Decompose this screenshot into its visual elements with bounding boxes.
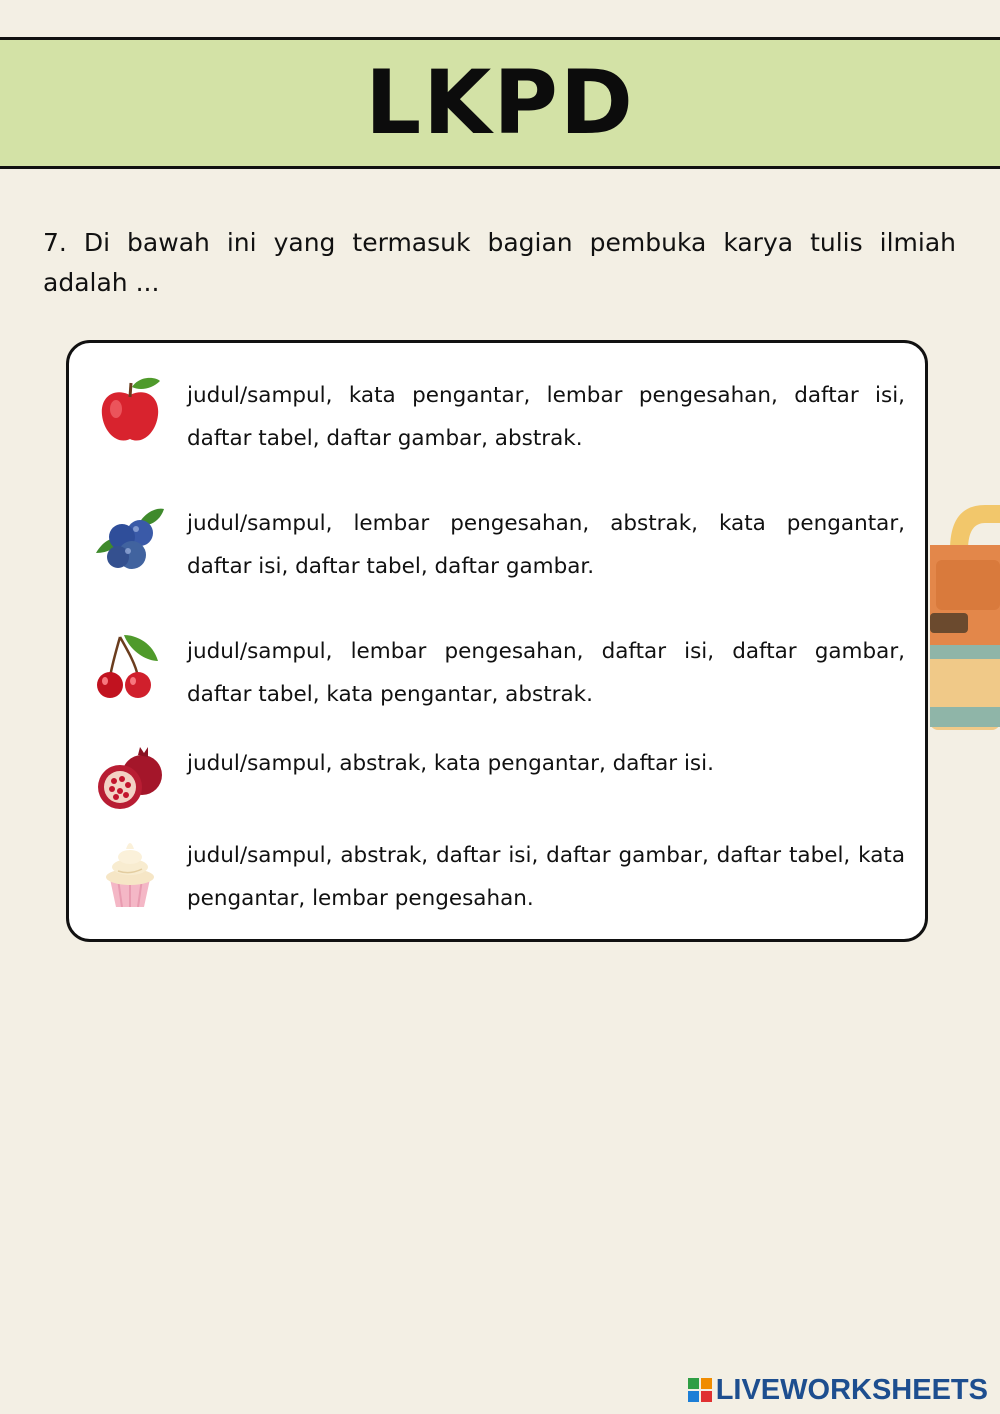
cherry-icon xyxy=(94,631,166,703)
option-5-text: judul/sampul, abstrak, daftar isi, daftar gambar, daftar tabel, kata pengantar, lembar pengesahan. xyxy=(187,843,905,911)
bag-decoration-icon xyxy=(930,495,1000,730)
brand-name: LIVEWORKSHEETS xyxy=(715,1373,988,1406)
title-banner xyxy=(0,37,1000,169)
option-4[interactable] xyxy=(94,743,906,815)
option-3-text: judul/sampul, lembar pengesahan, daftar isi, daftar gambar, daftar tabel, kata pengantar, abstrak. xyxy=(187,639,905,707)
question-text: 7. Di bawah ini yang termasuk bagian pembuka karya tulis ilmiah adalah ... xyxy=(43,228,956,297)
option-1[interactable] xyxy=(94,375,906,460)
liveworksheets-logo-icon xyxy=(688,1378,712,1402)
pomegranate-icon xyxy=(94,743,166,815)
cupcake-icon xyxy=(94,835,166,907)
option-3[interactable] xyxy=(94,631,906,716)
liveworksheets-brand[interactable] xyxy=(688,1372,988,1408)
apple-icon xyxy=(94,375,166,447)
page-title: LKPD xyxy=(365,51,635,154)
option-1-text: judul/sampul, kata pengantar, lembar pengesahan, daftar isi, daftar tabel, daftar gambar, abstrak. xyxy=(187,383,905,451)
option-4-text: judul/sampul, abstrak, kata pengantar, daftar isi. xyxy=(187,751,714,776)
option-2[interactable] xyxy=(94,503,906,588)
blueberry-icon xyxy=(94,503,166,575)
options-card xyxy=(66,340,928,942)
option-5[interactable] xyxy=(94,835,906,920)
option-2-text: judul/sampul, lembar pengesahan, abstrak, kata pengantar, daftar isi, daftar tabel, daftar gambar. xyxy=(187,511,905,579)
